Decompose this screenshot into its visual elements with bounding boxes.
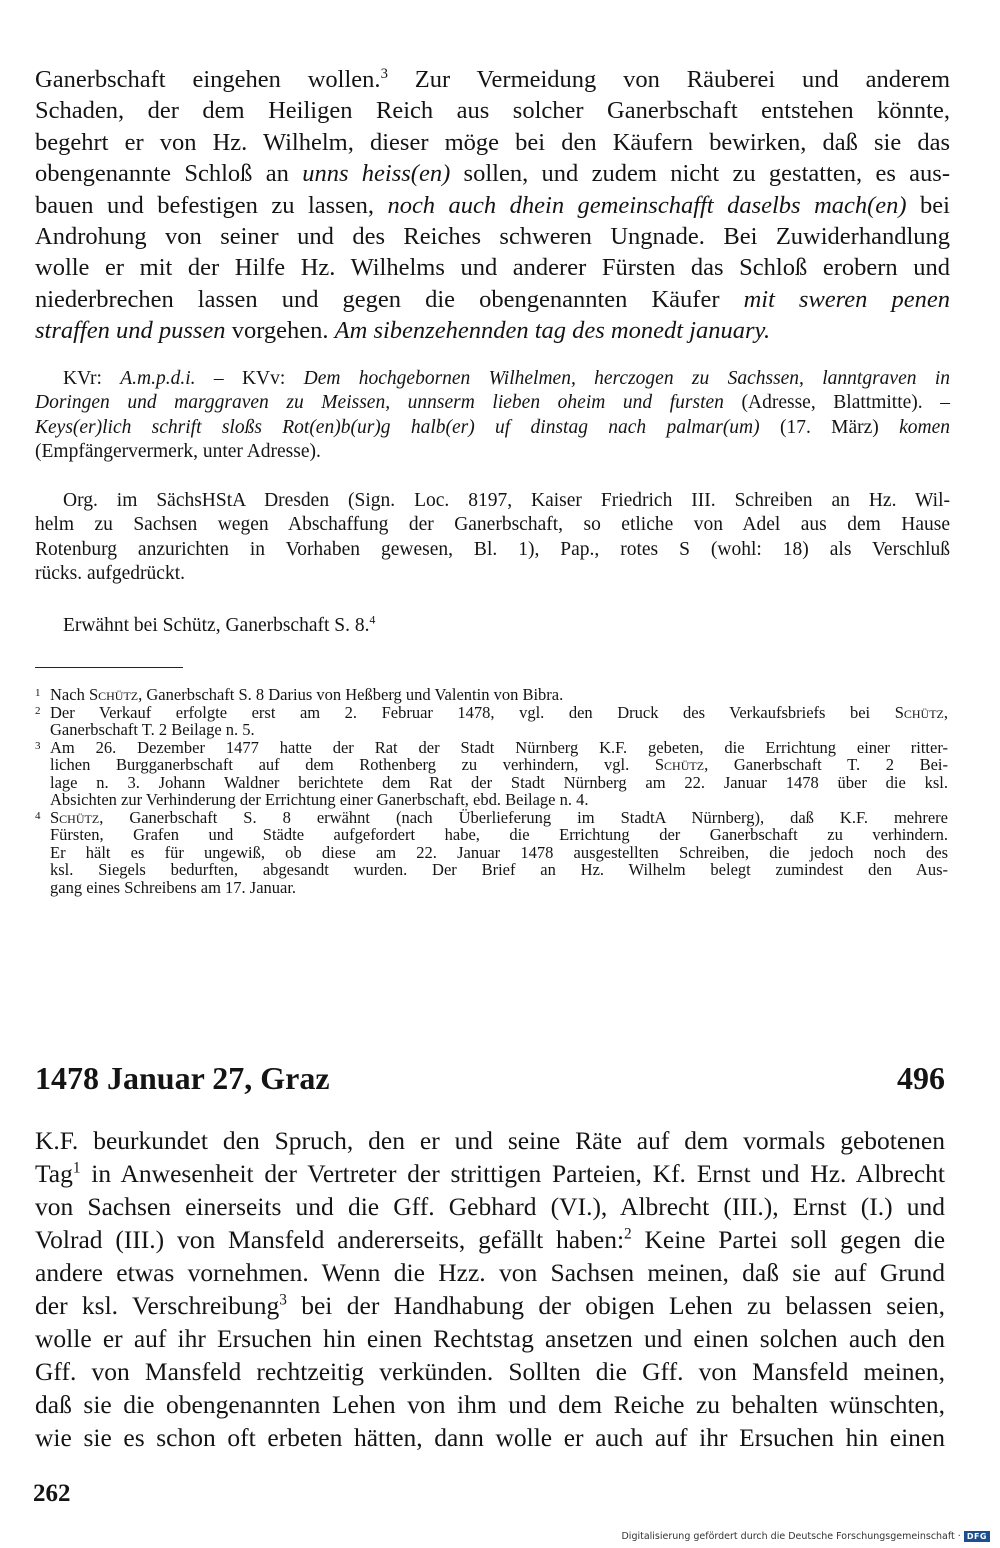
top-line-1: Ganerbschaft eingehen wollen.$^3$ Zur Vermeidung von Räuberei und anderem xyxy=(35,65,950,93)
footnotes xyxy=(35,686,948,896)
footnote-4 xyxy=(35,809,948,897)
entry-line-8: Gff. von Mansfeld rechtzeitig verkünden. Sollten die Gff. von Mansfeld meinen, xyxy=(35,1357,945,1386)
footnote-line: Schütz, Ganerbschaft S. 8 erwähnt (nach Überlieferung im StadtA Nürnberg), daß K.F. mehrere xyxy=(50,807,948,827)
entry-line-7: wolle er auf ihr Ersuchen hin einen Rechtstag ansetzen und einen solchen auch den xyxy=(35,1324,945,1353)
entry-line-6: der ksl. Verschreibung$^3$ bei der Handhabung der obigen Lehen zu belassen seien, xyxy=(35,1291,945,1320)
kv-line-2: Doringen und marggraven zu Meissen, unnserm lieben oheim und fursten (Adresse, Blattmitte). – xyxy=(35,392,950,414)
org-line-1: Org. im SächsHStA Dresden (Sign. Loc. 8197, Kaiser Friedrich III. Schreiben an Hz. Wil- xyxy=(63,490,950,511)
footnote-line: Absichten zur Verhinderung der Errichtung einer Ganerbschaft, ebd. Beilage n. 4. xyxy=(50,790,589,809)
dfg-logo: DFG xyxy=(964,1531,990,1542)
kv-line-4: (Empfängervermerk, unter Adresse). xyxy=(35,440,321,462)
footnote-line: lichen Burgganerbschaft auf dem Rothenberg zu verhindern, vgl. Schütz, Ganerbschaft T. 2 Bei- xyxy=(50,755,948,774)
org-note xyxy=(35,489,950,586)
top-line-7: wolle er mit der Hilfe Hz. Wilhelms und anderer Fürsten das Schloß erobern und xyxy=(35,254,950,282)
footnote-line: gang eines Schreibens am 17. Januar. xyxy=(50,877,297,897)
footnote-line: lage n. 3. Johann Waldner berichtete dem Rat der Stadt Nürnberg am 22. Januar 1478 über die ksl. xyxy=(50,772,948,792)
entry-number: 496 xyxy=(897,1060,945,1096)
entry-heading xyxy=(35,1058,945,1098)
top-line-3: begehrt er von Hz. Wilhelm, dieser möge bei den Käufern bewirken, daß sie das xyxy=(35,128,950,156)
mention-line: Erwähnt bei Schütz, Ganerbschaft S. 8.$^4$ xyxy=(63,613,376,636)
footnote-line: Er hält es für ungewiß, ob diese am 22. Januar 1478 ausgestellten Schreiben, die jedoch noch des xyxy=(50,842,948,862)
footnote-number: 4 xyxy=(35,809,41,822)
footnote-divider xyxy=(35,667,183,668)
footnote-1 xyxy=(35,686,948,704)
page-number: 262 xyxy=(33,1480,71,1507)
footnote-3 xyxy=(35,739,948,809)
entry-line-4: Volrad (III.) von Mansfeld andererseits, gefällt haben:$^2$ Keine Partei soll gegen die xyxy=(35,1225,946,1254)
footnote-line: Der Verkauf erfolgte erst am 2. Februar 1478, vgl. den Druck des Verkaufsbriefs bei Schütz, xyxy=(50,702,948,722)
entry-line-3: von Sachsen einerseits und die Gff. Gebhard (VI.), Albrecht (III.), Ernst (I.) und xyxy=(35,1192,945,1221)
digitization-text: Digitalisierung gefördert durch die Deutsche Forschungsgemeinschaft · xyxy=(621,1531,961,1542)
entry-line-5: andere etwas vornehmen. Wenn die Hzz. von Sachsen meinen, daß sie auf Grund xyxy=(35,1258,945,1287)
footnote-number: 2 xyxy=(35,704,41,717)
footnote-line: Ganerbschaft T. 2 Beilage n. 5. xyxy=(50,720,255,739)
mention-note xyxy=(35,614,950,638)
top-paragraph xyxy=(35,64,950,347)
entry-line-2: Tag$^1$ in Anwesenheit der Vertreter der strittigen Parteien, Kf. Ernst und Hz. Albrecht xyxy=(35,1159,945,1188)
entry-line-9: daß sie die obengenannten Lehen von ihm und dem Reiche zu behalten wünschten, xyxy=(35,1390,945,1419)
org-line-3: Rotenburg anzurichten in Vorhaben gewesen, Bl. 1), Pap., rotes S (wohl: 18) als Verschluß xyxy=(35,538,950,560)
footnote-number: 1 xyxy=(35,687,41,699)
top-line-9: straffen und pussen vorgehen. Am sibenzehennden tag des monedt january. xyxy=(35,317,771,345)
footnote-number: 3 xyxy=(35,739,41,752)
digitization-note xyxy=(621,1531,990,1542)
entry-body xyxy=(35,1124,945,1454)
entry-date-place: 1478 Januar 27, Graz xyxy=(35,1060,330,1096)
entry-line-10: wie sie es schon oft erbeten hätten, dann wolle er auch auf ihr Ersuchen hin einen xyxy=(35,1423,945,1452)
entry-line-1: K.F. beurkundet den Spruch, den er und seine Räte auf dem vormals gebotenen xyxy=(35,1126,945,1155)
footnote-line: ksl. Siegels bedurften, abgesandt wurden. Der Brief an Hz. Wilhelm belegt zumindest den Aus- xyxy=(50,860,948,879)
top-line-6: Androhung von seiner und des Reiches schweren Ungnade. Bei Zuwiderhandlung xyxy=(35,223,950,251)
footnote-line: Am 26. Dezember 1477 hatte der Rat der Stadt Nürnberg K.F. gebeten, die Errichtung einer ritter- xyxy=(50,737,948,757)
top-line-5: bauen und befestigen zu lassen, noch auch dhein gemeinschafft daselbs mach(en) bei xyxy=(35,191,950,219)
top-line-4: obengenannte Schloß an unns heiss(en) sollen, und zudem nicht zu gestatten, es aus- xyxy=(35,160,950,188)
footnote-2 xyxy=(35,704,948,739)
kv-line-3: Keys(er)lich schrift sloßs Rot(en)b(ur)g halb(er) uf dinstag nach palmar(um) (17. März) komen xyxy=(35,416,950,438)
kv-note xyxy=(35,367,950,464)
top-line-8: niederbrechen lassen und gegen die obengenannten Käufer mit sweren penen xyxy=(35,285,950,313)
org-line-4: rücks. aufgedrückt. xyxy=(35,562,185,584)
footnote-line: Fürsten, Grafen und Städte aufgefordert habe, die Errichtung der Ganerbschaft zu verhindern. xyxy=(50,825,948,844)
kv-line-1: KVr: A.m.p.d.i. – KVv: Dem hochgebornen Wilhelmen, herczogen zu Sachssen, lanntgraven in xyxy=(63,368,950,389)
top-line-2: Schaden, der dem Heiligen Reich aus solcher Ganerbschaft entstehen könnte, xyxy=(35,97,950,125)
org-line-2: helm zu Sachsen wegen Abschaffung der Ganerbschaft, so etliche von Adel aus dem Hause xyxy=(35,514,950,536)
footnote-line: Nach Schütz, Ganerbschaft S. 8 Darius von Heßberg und Valentin von Bibra. xyxy=(50,685,564,704)
